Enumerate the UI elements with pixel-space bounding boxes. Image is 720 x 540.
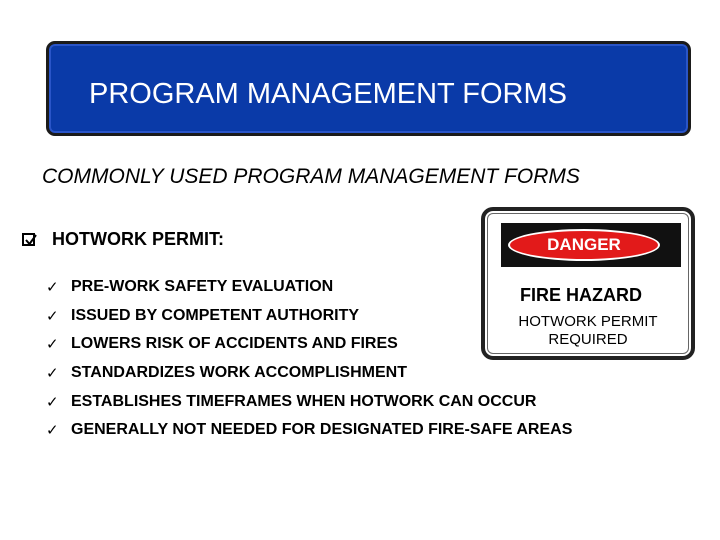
list-item — [46, 387, 572, 416]
list-item-label: PRE-WORK SAFETY EVALUATION — [71, 278, 334, 296]
danger-sign — [481, 207, 695, 360]
main-bullet — [22, 229, 224, 250]
list-item-label: ESTABLISHES TIMEFRAMES WHEN HOTWORK CAN OCCUR — [71, 392, 537, 410]
list-item-label: ISSUED BY COMPETENT AUTHORITY — [71, 306, 360, 324]
list-item-label: STANDARDIZES WORK ACCOMPLISHMENT — [71, 364, 407, 382]
permit-required-text — [485, 313, 691, 349]
checkmark-icon: ✓ — [46, 336, 59, 354]
title-banner — [46, 41, 691, 136]
fire-hazard-text: FIRE HAZARD — [520, 285, 642, 305]
list-item — [46, 416, 572, 445]
checkmark-icon: ✓ — [46, 307, 59, 325]
danger-label: DANGER — [508, 229, 660, 261]
subtitle: COMMONLY USED PROGRAM MANAGEMENT FORMS — [42, 165, 580, 188]
permit-line-1: HOTWORK PERMIT — [518, 313, 658, 330]
checkmark-icon: ✓ — [46, 365, 59, 383]
page-title: PROGRAM MANAGEMENT FORMS — [89, 78, 567, 110]
main-bullet-label: HOTWORK PERMIT: — [52, 229, 224, 249]
list-item-label: LOWERS RISK OF ACCIDENTS AND FIRES — [71, 335, 398, 353]
list-item — [46, 359, 572, 388]
permit-line-2: REQUIRED — [548, 331, 628, 348]
list-item-label: GENERALLY NOT NEEDED FOR DESIGNATED FIRE-SAFE AREAS — [71, 421, 573, 439]
checkmark-icon: ✓ — [46, 422, 59, 440]
checkmark-icon: ✓ — [46, 393, 59, 411]
danger-header — [501, 223, 681, 267]
checkmark-icon: ✓ — [46, 279, 59, 297]
checked-box-icon — [22, 233, 35, 246]
